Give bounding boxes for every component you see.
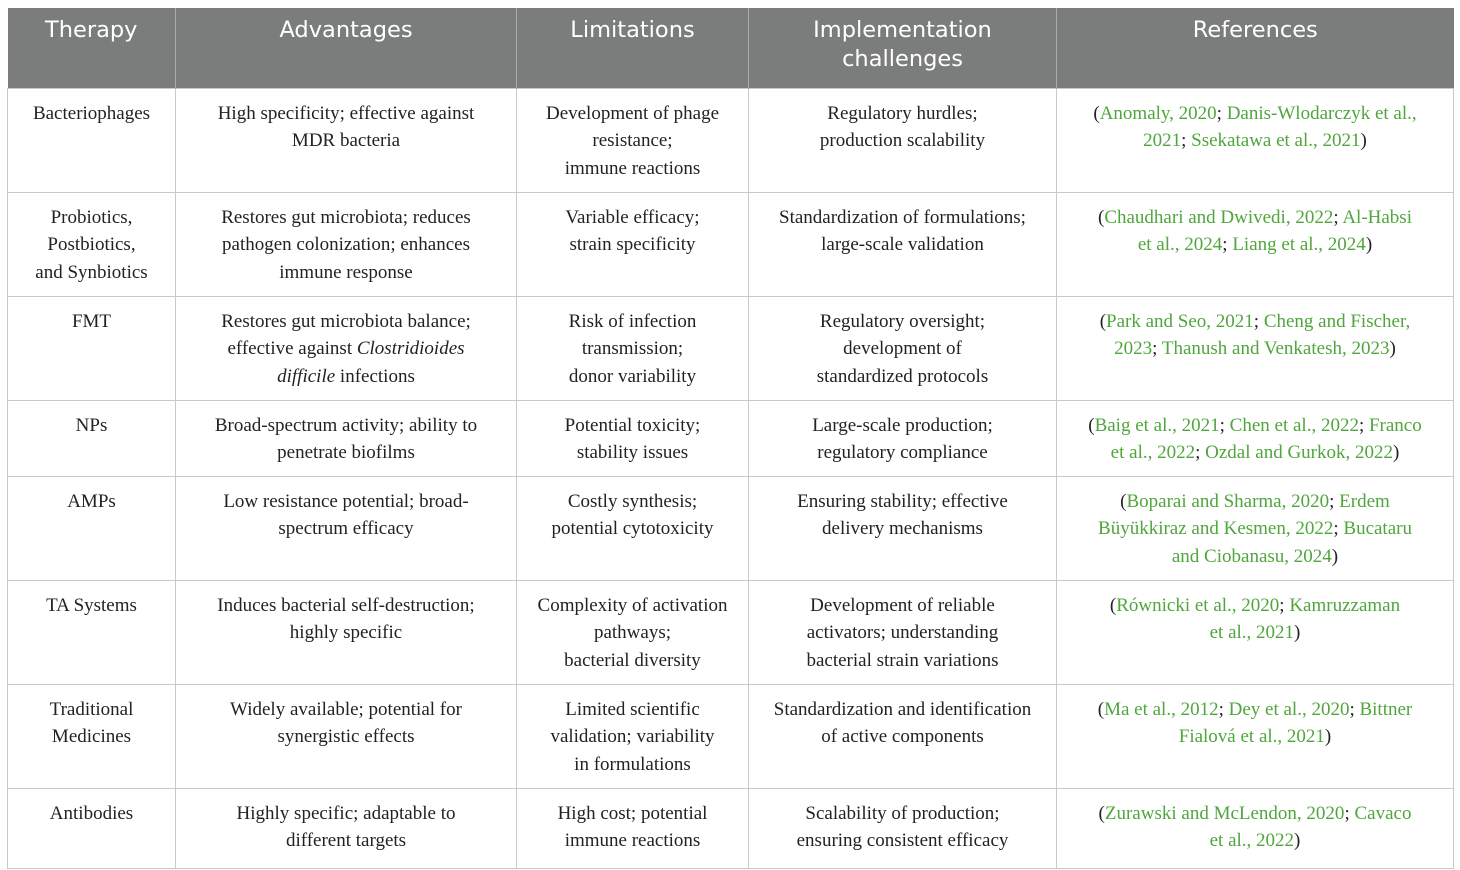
advantages-line: pathogen colonization; enhances bbox=[222, 234, 470, 256]
references-line: Fialová et al., 2021) bbox=[1178, 726, 1332, 748]
challenges-line: Large-scale production; bbox=[812, 414, 993, 436]
limitations-line: High cost; potential bbox=[557, 802, 708, 824]
limitations-cell bbox=[517, 476, 749, 580]
table-row bbox=[8, 192, 1454, 296]
challenges-line: Standardization and identification bbox=[773, 698, 1032, 720]
limitations-line: bacterial diversity bbox=[564, 649, 701, 671]
references-line: et al., 2022) bbox=[1209, 830, 1301, 852]
reference-link[interactable]: Kamruzzaman bbox=[1289, 594, 1401, 616]
limitations-cell bbox=[517, 192, 749, 296]
therapy-line: Postbiotics, bbox=[47, 234, 136, 256]
table-row bbox=[8, 400, 1454, 476]
therapy-cell bbox=[8, 684, 176, 788]
reference-link[interactable]: Fialová et al., 2021 bbox=[1178, 726, 1325, 748]
table-row bbox=[8, 684, 1454, 788]
references-line: (Ma et al., 2012; Dey et al., 2020; Bittner bbox=[1097, 698, 1413, 720]
header-advantages bbox=[176, 8, 517, 88]
limitations-line: Costly synthesis; bbox=[567, 490, 698, 512]
references-cell bbox=[1057, 788, 1454, 868]
advantages-line: immune response bbox=[279, 261, 413, 283]
limitations-line: immune reactions bbox=[564, 157, 701, 179]
reference-link[interactable]: Boparai and Sharma, 2020 bbox=[1126, 490, 1330, 512]
challenges-line: delivery mechanisms bbox=[822, 518, 983, 540]
limitations-cell bbox=[517, 684, 749, 788]
reference-link[interactable]: Cheng and Fischer, bbox=[1263, 310, 1411, 332]
advantages-cell bbox=[176, 400, 517, 476]
advantages-cell bbox=[176, 580, 517, 684]
reference-link[interactable]: Ssekatawa et al., 2021 bbox=[1191, 130, 1361, 152]
therapy-comparison-table bbox=[7, 8, 1454, 869]
references-line: (Anomaly, 2020; Danis-Wlodarczyk et al., bbox=[1093, 102, 1417, 124]
therapy-line: Medicines bbox=[51, 726, 132, 748]
limitations-line: pathways; bbox=[593, 622, 672, 644]
limitations-cell bbox=[517, 88, 749, 192]
references-cell bbox=[1057, 192, 1454, 296]
limitations-cell bbox=[517, 296, 749, 400]
table-header-row bbox=[8, 8, 1454, 88]
challenges-line: production scalability bbox=[819, 130, 986, 152]
table-row bbox=[8, 580, 1454, 684]
reference-link[interactable]: Anomaly, 2020 bbox=[1099, 102, 1217, 124]
header-references bbox=[1057, 8, 1454, 88]
reference-link[interactable]: Chen et al., 2022 bbox=[1229, 414, 1359, 436]
therapy-line: TA Systems bbox=[46, 594, 137, 616]
advantages-cell bbox=[176, 192, 517, 296]
therapy-cell bbox=[8, 88, 176, 192]
challenges-line: development of bbox=[843, 338, 962, 360]
references-cell bbox=[1057, 684, 1454, 788]
reference-link[interactable]: Erdem bbox=[1339, 490, 1390, 512]
therapy-line: NPs bbox=[75, 414, 108, 436]
advantages-line: Restores gut microbiota; reduces bbox=[221, 206, 471, 228]
table-row bbox=[8, 788, 1454, 868]
limitations-line: Risk of infection bbox=[568, 310, 697, 332]
advantages-cell bbox=[176, 296, 517, 400]
therapy-cell bbox=[8, 296, 176, 400]
table-row bbox=[8, 476, 1454, 580]
header-therapy bbox=[8, 8, 176, 88]
references-line: et al., 2024; Liang et al., 2024) bbox=[1137, 234, 1373, 256]
advantages-line: different targets bbox=[285, 830, 407, 852]
limitations-cell bbox=[517, 788, 749, 868]
limitations-line: Limited scientific bbox=[565, 698, 700, 720]
reference-link[interactable]: Danis-Wlodarczyk et al., bbox=[1226, 102, 1417, 124]
reference-link[interactable]: et al., 2022 bbox=[1209, 830, 1295, 852]
challenges-line: Scalability of production; bbox=[805, 802, 1000, 824]
reference-link[interactable]: Bittner bbox=[1359, 698, 1413, 720]
challenges-cell bbox=[749, 476, 1057, 580]
references-line: and Ciobanasu, 2024) bbox=[1171, 545, 1339, 567]
reference-link[interactable]: et al., 2022 bbox=[1110, 442, 1196, 464]
advantages-cell bbox=[176, 684, 517, 788]
therapy-cell bbox=[8, 192, 176, 296]
reference-link[interactable]: Ma et al., 2012 bbox=[1104, 698, 1219, 720]
challenges-line: ensuring consistent efficacy bbox=[796, 830, 1009, 852]
advantages-line: High specificity; effective against bbox=[217, 102, 475, 124]
limitations-line: potential cytotoxicity bbox=[551, 518, 714, 540]
advantages-line: spectrum efficacy bbox=[278, 518, 414, 540]
advantages-line: effective against Clostridioides bbox=[227, 338, 465, 360]
reference-link[interactable]: Zurawski and McLendon, 2020 bbox=[1104, 802, 1345, 824]
challenges-line: activators; understanding bbox=[806, 622, 999, 644]
limitations-line: Complexity of activation bbox=[537, 594, 728, 616]
references-cell bbox=[1057, 476, 1454, 580]
references-line: (Chaudhari and Dwivedi, 2022; Al-Habsi bbox=[1098, 206, 1412, 228]
header-label: Limitations bbox=[570, 17, 695, 43]
reference-link[interactable]: Równicki et al., 2020 bbox=[1116, 594, 1280, 616]
references-line: (Boparai and Sharma, 2020; Erdem bbox=[1120, 490, 1390, 512]
reference-link[interactable]: Dey et al., 2020 bbox=[1228, 698, 1350, 720]
therapy-line: FMT bbox=[71, 310, 112, 332]
limitations-line: resistance; bbox=[592, 130, 673, 152]
therapy-cell bbox=[8, 580, 176, 684]
reference-link[interactable]: Baig et al., 2021 bbox=[1094, 414, 1220, 436]
limitations-line: validation; variability bbox=[550, 726, 715, 748]
reference-link[interactable]: Bucataru bbox=[1343, 518, 1412, 540]
header-implementation-challenges bbox=[749, 8, 1057, 88]
advantages-line: difficile infections bbox=[277, 365, 415, 387]
reference-link[interactable]: Ozdal and Gurkok, 2022 bbox=[1205, 442, 1393, 464]
therapy-table-container bbox=[7, 8, 1453, 869]
references-line: (Park and Seo, 2021; Cheng and Fischer, bbox=[1099, 310, 1411, 332]
references-cell bbox=[1057, 296, 1454, 400]
reference-link[interactable]: 2023 bbox=[1114, 338, 1153, 360]
challenges-line: Standardization of formulations; bbox=[779, 206, 1026, 228]
header-label: Therapy bbox=[45, 17, 138, 43]
references-cell bbox=[1057, 88, 1454, 192]
limitations-line: stability issues bbox=[576, 442, 689, 464]
limitations-cell bbox=[517, 580, 749, 684]
advantages-line: Broad-spectrum activity; ability to bbox=[214, 414, 478, 436]
therapy-cell bbox=[8, 788, 176, 868]
challenges-cell bbox=[749, 788, 1057, 868]
advantages-line: Low resistance potential; broad- bbox=[223, 490, 469, 512]
challenges-cell bbox=[749, 88, 1057, 192]
reference-link[interactable]: Chaudhari and Dwivedi, 2022 bbox=[1104, 206, 1334, 228]
advantages-cell bbox=[176, 788, 517, 868]
reference-link[interactable]: Park and Seo, 2021 bbox=[1106, 310, 1254, 332]
references-line: (Równicki et al., 2020; Kamruzzaman bbox=[1109, 594, 1401, 616]
reference-link[interactable]: 2021 bbox=[1143, 130, 1182, 152]
limitations-line: strain specificity bbox=[569, 234, 696, 256]
limitations-line: immune reactions bbox=[564, 830, 701, 852]
limitations-line: Variable efficacy; bbox=[565, 206, 700, 228]
challenges-line: Development of reliable bbox=[810, 594, 995, 616]
reference-link[interactable]: and Ciobanasu, 2024 bbox=[1171, 545, 1332, 567]
limitations-line: donor variability bbox=[568, 365, 697, 387]
table-body bbox=[8, 88, 1454, 868]
challenges-line: standardized protocols bbox=[816, 365, 989, 387]
therapy-line: and Synbiotics bbox=[35, 261, 148, 283]
references-cell bbox=[1057, 580, 1454, 684]
advantages-line: Highly specific; adaptable to bbox=[236, 802, 456, 824]
reference-link[interactable]: Liang et al., 2024 bbox=[1232, 234, 1366, 256]
challenges-line: regulatory compliance bbox=[817, 442, 988, 464]
challenges-line: bacterial strain variations bbox=[806, 649, 999, 671]
advantages-cell bbox=[176, 88, 517, 192]
reference-link[interactable]: et al., 2021 bbox=[1209, 622, 1295, 644]
reference-link[interactable]: Büyükkiraz and Kesmen, 2022 bbox=[1098, 518, 1334, 540]
reference-link[interactable]: et al., 2024 bbox=[1137, 234, 1223, 256]
challenges-cell bbox=[749, 296, 1057, 400]
header-label: References bbox=[1192, 17, 1318, 43]
advantages-cell bbox=[176, 476, 517, 580]
header-label: Implementation bbox=[813, 17, 992, 43]
limitations-line: transmission; bbox=[581, 338, 684, 360]
header-label: challenges bbox=[842, 46, 963, 72]
therapy-cell bbox=[8, 476, 176, 580]
advantages-line: synergistic effects bbox=[277, 726, 415, 748]
advantages-line: Induces bacterial self-destruction; bbox=[217, 594, 475, 616]
challenges-cell bbox=[749, 580, 1057, 684]
advantages-line: MDR bacteria bbox=[291, 130, 401, 152]
advantages-line: highly specific bbox=[289, 622, 403, 644]
table-row bbox=[8, 88, 1454, 192]
references-line: et al., 2022; Ozdal and Gurkok, 2022) bbox=[1110, 442, 1400, 464]
advantages-line: Restores gut microbiota balance; bbox=[221, 310, 471, 332]
therapy-line: Probiotics, bbox=[50, 206, 133, 228]
limitations-line: Development of phage bbox=[545, 102, 720, 124]
reference-link[interactable]: Franco bbox=[1368, 414, 1422, 436]
references-line: 2021; Ssekatawa et al., 2021) bbox=[1143, 130, 1367, 152]
references-cell bbox=[1057, 400, 1454, 476]
advantages-line: Widely available; potential for bbox=[230, 698, 462, 720]
reference-link[interactable]: Thanush and Venkatesh, 2023 bbox=[1161, 338, 1390, 360]
limitations-line: in formulations bbox=[574, 753, 691, 775]
challenges-cell bbox=[749, 400, 1057, 476]
therapy-line: Antibodies bbox=[49, 802, 134, 824]
reference-link[interactable]: Cavaco bbox=[1354, 802, 1412, 824]
therapy-line: Bacteriophages bbox=[32, 102, 151, 124]
limitations-line: Potential toxicity; bbox=[564, 414, 701, 436]
references-line: (Baig et al., 2021; Chen et al., 2022; Franco bbox=[1088, 414, 1422, 436]
challenges-cell bbox=[749, 192, 1057, 296]
challenges-line: large-scale validation bbox=[821, 234, 984, 256]
challenges-cell bbox=[749, 684, 1057, 788]
references-line: (Zurawski and McLendon, 2020; Cavaco bbox=[1098, 802, 1412, 824]
therapy-line: AMPs bbox=[67, 490, 116, 512]
limitations-cell bbox=[517, 400, 749, 476]
challenges-line: Regulatory oversight; bbox=[819, 310, 986, 332]
header-label: Advantages bbox=[279, 17, 413, 43]
header-limitations bbox=[517, 8, 749, 88]
challenges-line: of active components bbox=[821, 726, 984, 748]
references-line: 2023; Thanush and Venkatesh, 2023) bbox=[1114, 338, 1396, 360]
challenges-line: Ensuring stability; effective bbox=[797, 490, 1008, 512]
table-row bbox=[8, 296, 1454, 400]
therapy-cell bbox=[8, 400, 176, 476]
references-line: Büyükkiraz and Kesmen, 2022; Bucataru bbox=[1098, 518, 1412, 540]
therapy-line: Traditional bbox=[49, 698, 134, 720]
challenges-line: Regulatory hurdles; bbox=[827, 102, 978, 124]
advantages-line: penetrate biofilms bbox=[277, 442, 415, 464]
reference-link[interactable]: Al-Habsi bbox=[1342, 206, 1412, 228]
references-line: et al., 2021) bbox=[1209, 622, 1301, 644]
